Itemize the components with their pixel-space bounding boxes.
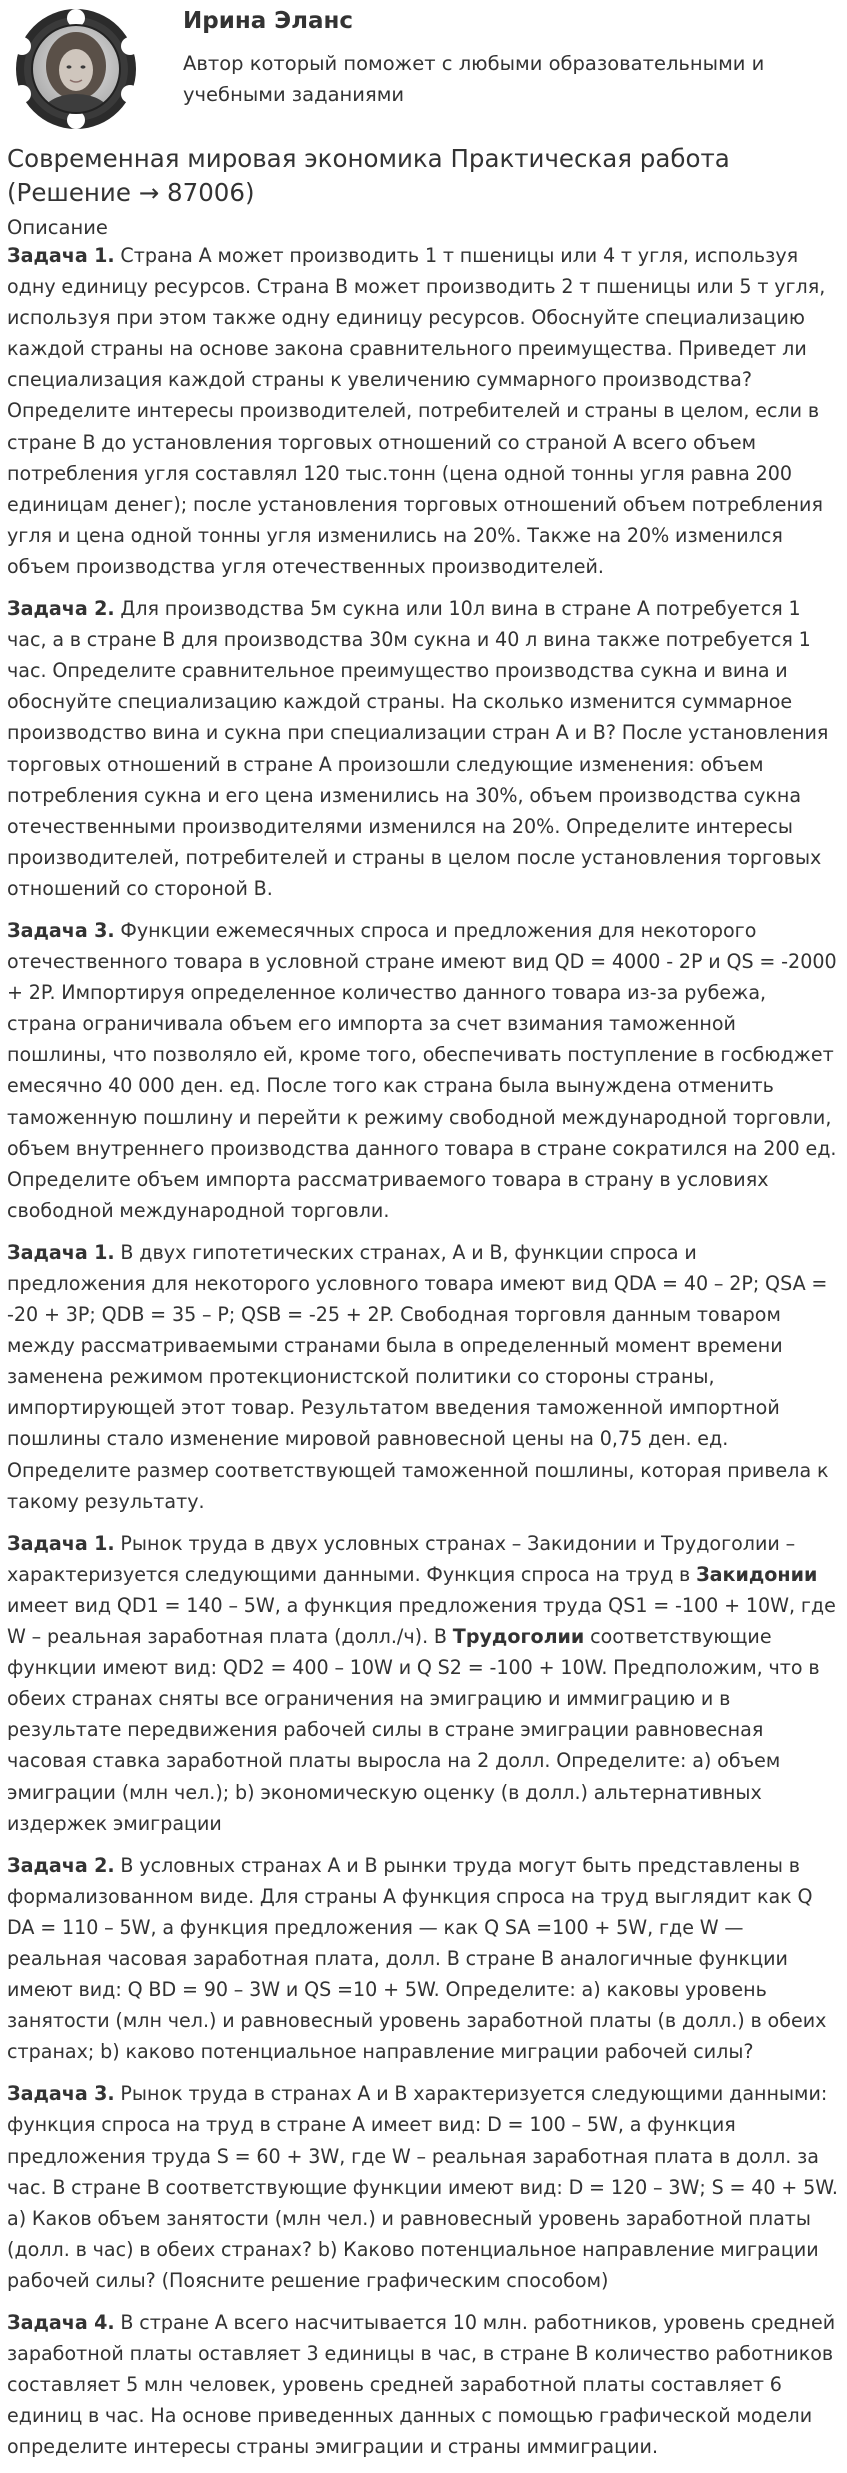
tasks-list: [7, 240, 839, 2473]
task-item: [7, 1528, 839, 1839]
task-item: [7, 1850, 839, 2068]
task-text: имеет вид QD1 = 140 – 5W, а функция предложения труда QS1 = -100 + 10W, где W – реальная заработная плата (долл./ч). В: [7, 1593, 836, 1649]
task-text: соответствующие функции имеют вид: QD2 = 400 – 10W и Q S2 = -100 + 10W. Предположим, что в обеих странах сняты все ограничения на эмиграцию и иммиграцию и в результате передвижения рабочей силы в стране эмиграции равновесная часовая ставка заработной платы выросла на 2 долл. Определите: а) объем эмиграции (млн чел.); b) экономическую оценку (в долл.) альтернативных издержек эмиграции: [7, 1625, 820, 1835]
task-text: В стране А всего насчитывается 10 млн. работников, уровень средней заработной платы оставляет 3 единицы в час, в стране В количество работников составляет 5 млн человек, уровень средней заработной платы составляет 6 единиц в час. На основе приведенных данных с помощью графической модели определите интересы страны эмиграции и страны иммиграции.: [7, 2311, 836, 2459]
task-label: Задача 3.: [7, 2082, 115, 2106]
task-item: [7, 593, 839, 904]
task-text: Рынок труда в двух условных странах – Закидонии и Трудоголии – характеризуется следующими данными. Функция спроса на труд в: [7, 1531, 796, 1586]
task-label: Задача 1.: [7, 244, 115, 267]
task-label: Задача 2.: [7, 1853, 115, 1877]
task-label: Задача 1.: [7, 1531, 115, 1555]
page-title: Современная мировая экономика Практическая работа (Решение → 87006): [7, 144, 730, 207]
task-item: [7, 915, 839, 1226]
country-name-trudogolia: Трудоголии: [452, 1625, 585, 1649]
task-text: В условных странах А и В рынки труда могут быть представлены в формализованном виде. Для страны А функция спроса на труд выглядит как Q DA = 110 – 5W, а функция предложения — как Q SA =100 + 5W, где W — реальная часовая заработная плата, долл. В стране В аналогичные функции имеют вид: Q BD = 90 – 3W и QS =10 + 5W. Определите: а) каковы уровень занятости (млн чел.) и равновесный уровень заработной платы (в долл.) в обеих странах; b) каково потенциальное направление миграции рабочей силы?: [7, 1853, 827, 2064]
film-reel-avatar-image: [4, 6, 149, 132]
task-item: [7, 2307, 839, 2462]
task-text: Для производства 5м сукна или 10л вина в стране A потребуется 1 час, а в стране B для производства 30м сукна и 40 л вина также потребуется 1 час. Определите сравнительное преимущество производства сукна и вина и обоснуйте специализацию каждой страны. На сколько изменится суммарное производство вина и сукна при специализации стран A и B? После установления торговых отношений в стране A произошли следующие изменения: объем потребления сукна и его цена изменились на 30%, объем производства сукна отечественными производителями изменился на 20%. Определите интересы производителей, потребителей и страны в целом после установления торговых отношений со стороной B.: [7, 597, 829, 900]
task-text: Страна A может производить 1 т пшеницы или 4 т угля, используя одну единицу ресурсов. Страна B может производить 2 т пшеницы или 5 т угля, используя при этом также одну единицу ресурсов. Обоснуйте специализацию каждой страны на основе закона сравнительного преимущества. Приведет ли специализация каждой страны к увеличению суммарного производства? Определите интересы производителей, потребителей и страны в целом, если в стране B до установления торговых отношений со страной A всего объем потребления угля составлял 120 тыс.тонн (цена одной тонны угля равна 200 единицам денег); после установления торговых отношений объем потребления угля и цена одной тонны угля изменились на 20%. Также на 20% изменился объем производства угля отечественных производителей.: [7, 244, 826, 578]
task-text: Функции ежемесячных спроса и предложения для некоторого отечественного товара в условной стране имеют вид QD = 4000 - 2P и QS = -2000 + 2P. Импортируя определенное количество данного товара из-за рубежа, страна ограничивала объем его импорта за счет взимания таможенной пошлины, что позволяло ей, кроме того, обеспечивать поступление в госбюджет емесячно 40 000 ден. ед. После того как страна была вынуждена отменить таможенную пошлину и перейти к режиму свободной международной торговли, объем внутреннего производства данного товара в стране сократился на 200 ед. Определите объем импорта рассматриваемого товара в страну в условиях свободной международной торговли.: [7, 918, 837, 1222]
task-item: [7, 1237, 839, 1517]
task-item: [7, 2078, 839, 2296]
task-text: В двух гипотетических странах, А и В, функции спроса и предложения для некоторого условного товара имеют вид QDA = 40 – 2P; QSA = -20 + 3P; QDB = 35 – P; QSB = -25 + 2P. Свободная торговля данным товаром между рассматриваемыми странами была в определенный момент времени заменена режимом протекционистской политики со стороны страны, импортирующей этот товар. Результатом введения таможенной импортной пошлины стало изменение мировой равновесной цены на 0,75 ден. ед. Определите размер соответствующей таможенной пошлины, которая привела к такому результату.: [7, 1240, 829, 1513]
task-label: Задача 4.: [7, 2311, 115, 2334]
author-card: [0, 0, 847, 140]
task-label: Задача 1.: [7, 1240, 115, 1264]
description-label: Описание: [7, 216, 108, 239]
author-name[interactable]: Ирина Эланс: [183, 8, 354, 34]
task-label: Задача 2.: [7, 597, 115, 621]
avatar[interactable]: [4, 6, 149, 132]
country-name-zakidonia: Закидонии: [696, 1562, 818, 1586]
task-item: [7, 240, 839, 582]
task-label: Задача 3.: [7, 918, 115, 942]
author-bio: Автор который поможет с любыми образовательными и учебными заданиями: [183, 52, 765, 106]
task-text: Рынок труда в странах А и В характеризуется следующими данными: функция спроса на труд в стране А имеет вид: D = 100 – 5W, а функция предложения труда S = 60 + 3W, где W – реальная заработная плата в долл. за час. В стране В соответствующие функции имеют вид: D = 120 – 3W; S = 40 + 5W. а) Каков объем занятости (млн чел.) и равновесный уровень заработной платы (долл. в час) в обеих странах? b) Каково потенциальное направление миграции рабочей силы? (Поясните решение графическим способом): [7, 2082, 838, 2292]
